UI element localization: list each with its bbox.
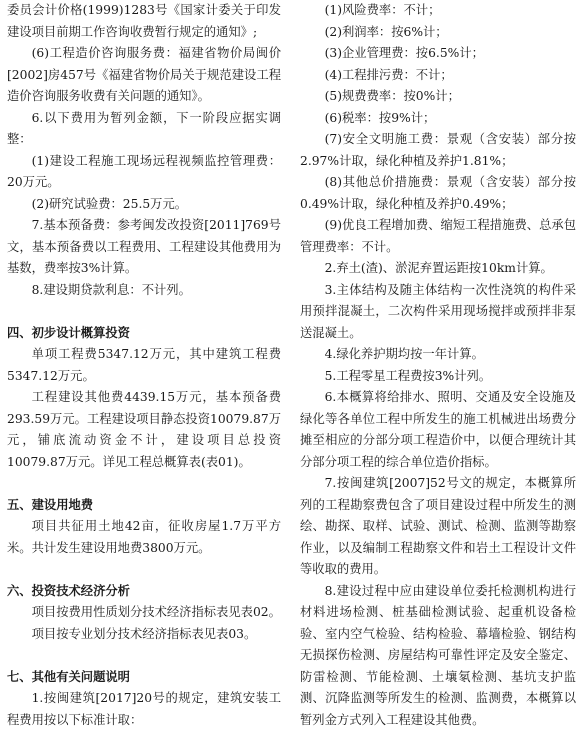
spacer — [7, 559, 281, 581]
paragraph: 2.弃土(渣)、淤泥弃置运距按10km计算。 — [300, 258, 576, 280]
section-heading: 四、初步设计概算投资 — [7, 323, 281, 345]
list-item: (2)利润率：按6%计； — [300, 22, 576, 44]
right-column — [300, 0, 576, 731]
spacer — [7, 301, 281, 323]
list-item: (8)其他总价措施费：景观（含安装）部分按0.49%计取，绿化种植及养护0.49%； — [300, 172, 576, 215]
left-column — [7, 0, 281, 731]
list-item: (4)工程排污费：不计； — [300, 65, 576, 87]
paragraph: 项目按专业划分技术经济指标表见表03。 — [7, 624, 281, 646]
section-heading: 五、建设用地费 — [7, 495, 281, 517]
paragraph: (1)建设工程施工现场远程视频监控管理费：20万元。 — [7, 151, 281, 194]
list-item: (7)安全文明施工费：景观（含安装）部分按2.97%计取，绿化种植及养护1.81%； — [300, 129, 576, 172]
paragraph: 单项工程费5347.12万元，其中建筑工程费5347.12万元。 — [7, 344, 281, 387]
paragraph: 6.本概算将给排水、照明、交通及安全设施及绿化等各单位工程中所发生的施工机械进出场费分摊至相应的分部分项工程造价中，以便合理统计其分部分项工程的综合单位造价指标。 — [300, 387, 576, 473]
paragraph: (2)研究试验费：25.5万元。 — [7, 194, 281, 216]
paragraph: 委员会计价格(1999)1283号《国家计委关于印发建设项目前期工作咨询收费暂行规定的通知》; — [7, 0, 281, 43]
paragraph: 1.按闽建筑[2017]20号的规定，建筑安装工程费用按以下标准计取： — [7, 688, 281, 731]
spacer — [7, 645, 281, 667]
list-item: (1)风险费率：不计； — [300, 0, 576, 22]
paragraph: 5.工程零星工程费按3%计列。 — [300, 366, 576, 388]
list-item: (6)税率：按9%计； — [300, 108, 576, 130]
paragraph: (6)工程造价咨询服务费：福建省物价局闽价[2002]房457号《福建省物价局关于规范建设工程造价咨询服务收费有关问题的通知》。 — [7, 43, 281, 108]
list-item: (9)优良工程增加费、缩短工程措施费、总承包管理费率：不计。 — [300, 215, 576, 258]
section-heading: 六、投资技术经济分析 — [7, 581, 281, 603]
list-item: (3)企业管理费：按6.5%计； — [300, 43, 576, 65]
section-heading: 七、其他有关问题说明 — [7, 667, 281, 689]
list-item: (5)规费费率：按0%计； — [300, 86, 576, 108]
paragraph: 8.建设过程中应由建设单位委托检测机构进行材料进场检测、桩基础检测试验、起重机设备检验、室内空气检验、结构检验、幕墙检验、钢结构无损探伤检测、房屋结构可靠性评定及安全鉴定、防雷检测、节能检测、土壤氡检测、基坑支护监测、沉降监测等所发生的检测、监测费，本概算以暂列金方式列入工程建设其他费。 — [300, 581, 576, 731]
paragraph: 工程建设其他费4439.15万元，基本预备费293.59万元。工程建设项目静态投资10079.87万元，铺底流动资金不计，建设项目总投资10079.87万元。详见工程总概算表(表01)。 — [7, 387, 281, 473]
paragraph: 7.按闽建筑[2007]52号文的规定，本概算所列的工程勘察费包含了项目建设过程中所发生的测绘、勘探、取样、试验、测试、检测、监测等勘察作业，以及编制工程勘察文件和岩土工程设计文件等收取的费用。 — [300, 473, 576, 581]
spacer — [7, 473, 281, 495]
paragraph: 7.基本预备费：参考闽发改投资[2011]769号文，基本预备费以工程费用、工程建设其他费用为基数，费率按3%计算。 — [7, 215, 281, 280]
paragraph: 8.建设期贷款利息：不计列。 — [7, 280, 281, 302]
paragraph: 6.以下费用为暂列金额，下一阶段应据实调整： — [7, 108, 281, 151]
paragraph: 3.主体结构及随主体结构一次性浇筑的构件采用预拌混凝土，二次构件采用现场搅拌或预拌非泵送混凝土。 — [300, 280, 576, 345]
paragraph: 项目共征用土地42亩，征收房屋1.7万平方米。共计发生建设用地费3800万元。 — [7, 516, 281, 559]
paragraph: 项目按费用性质划分技术经济指标表见表02。 — [7, 602, 281, 624]
paragraph: 4.绿化养护期均按一年计算。 — [300, 344, 576, 366]
